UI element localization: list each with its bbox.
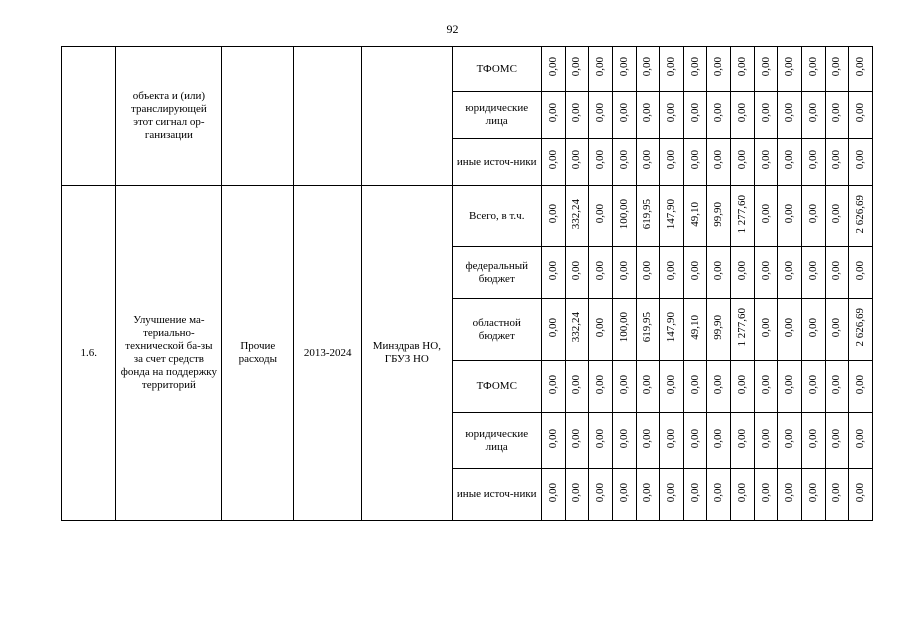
table-row: [62, 47, 873, 92]
value-cell: [612, 139, 636, 186]
value-cell: [541, 361, 565, 413]
funding-source-cell: [452, 469, 541, 521]
value-text: 1 277,60: [735, 194, 748, 234]
value-text: 0,00: [688, 482, 701, 503]
value-cell: [636, 469, 660, 521]
value-text: 0,00: [830, 57, 843, 77]
funding-source-cell: [452, 47, 541, 92]
value-cell: [825, 47, 849, 92]
value-cell: [541, 139, 565, 186]
value-cell: [683, 247, 707, 299]
value-text: 0,00: [783, 428, 796, 449]
funding-source-cell: [452, 92, 541, 139]
value-cell: [849, 92, 873, 139]
value-text: 0,00: [854, 103, 867, 123]
value-cell: [612, 47, 636, 92]
value-cell: [589, 186, 613, 247]
value-cell: [778, 92, 802, 139]
value-text: 332,24: [570, 198, 583, 230]
value-cell: [849, 413, 873, 469]
value-cell: [589, 469, 613, 521]
value-text: 0,00: [806, 150, 819, 170]
value-text: 0,00: [594, 204, 607, 224]
value-cell: [612, 361, 636, 413]
item-number-cell: [62, 186, 116, 521]
value-cell: [778, 247, 802, 299]
expense-type-cell: [222, 186, 294, 521]
value-cell: [612, 299, 636, 361]
value-text: 0,00: [594, 482, 607, 503]
value-text: 0,00: [641, 57, 654, 77]
value-text: 0,00: [783, 317, 796, 338]
value-text: 0,00: [570, 150, 583, 170]
funding-source-cell-text: юридические лица: [465, 427, 529, 453]
value-text: 0,00: [735, 428, 748, 449]
value-text: 2 626,69: [854, 308, 867, 347]
value-cell: [754, 92, 778, 139]
value-cell: [778, 469, 802, 521]
value-cell: [825, 413, 849, 469]
value-text: 0,00: [712, 482, 725, 503]
funding-source-cell-text: юридические лица: [465, 102, 529, 127]
value-cell: [660, 299, 684, 361]
value-text: 0,00: [570, 374, 583, 395]
value-cell: [589, 247, 613, 299]
value-cell: [565, 139, 589, 186]
value-text: 0,00: [688, 57, 701, 77]
value-cell: [778, 413, 802, 469]
period-cell-text: 2013-2024: [303, 346, 352, 359]
value-cell: [612, 186, 636, 247]
value-text: 0,00: [546, 428, 559, 449]
value-cell: [589, 47, 613, 92]
value-text: 0,00: [806, 103, 819, 123]
value-cell: [731, 247, 755, 299]
value-text: 0,00: [712, 57, 725, 77]
value-cell: [849, 247, 873, 299]
value-text: 0,00: [570, 482, 583, 503]
value-text: 0,00: [759, 204, 772, 224]
value-cell: [565, 186, 589, 247]
value-text: 0,00: [688, 260, 701, 281]
value-cell: [825, 247, 849, 299]
value-cell: [802, 247, 826, 299]
value-cell: [636, 92, 660, 139]
value-text: 100,00: [617, 198, 630, 230]
value-cell: [636, 247, 660, 299]
value-cell: [683, 469, 707, 521]
value-cell: [707, 361, 731, 413]
value-cell: [541, 299, 565, 361]
value-cell: [849, 47, 873, 92]
value-cell: [731, 92, 755, 139]
value-cell: [707, 139, 731, 186]
value-cell: [683, 139, 707, 186]
value-cell: [707, 299, 731, 361]
value-cell: [589, 139, 613, 186]
value-text: 0,00: [759, 150, 772, 170]
funding-source-cell-text: Всего, в т.ч.: [469, 209, 525, 222]
value-text: 0,00: [830, 260, 843, 281]
funding-source-cell-text: федеральный бюджет: [465, 259, 528, 285]
value-text: 0,00: [641, 103, 654, 123]
period-cell: [294, 186, 362, 521]
value-cell: [802, 469, 826, 521]
value-text: 0,00: [664, 428, 677, 449]
value-text: 0,00: [594, 150, 607, 170]
funding-source-cell: [452, 361, 541, 413]
value-cell: [849, 361, 873, 413]
value-text: 0,00: [594, 374, 607, 395]
value-cell: [541, 47, 565, 92]
value-text: 332,24: [570, 312, 583, 343]
value-text: 0,00: [641, 150, 654, 170]
value-cell: [565, 299, 589, 361]
value-cell: [731, 469, 755, 521]
value-cell: [541, 247, 565, 299]
value-text: 0,00: [806, 482, 819, 503]
budget-table: [61, 46, 873, 521]
value-text: 0,00: [830, 482, 843, 503]
value-text: 0,00: [712, 260, 725, 281]
value-cell: [754, 413, 778, 469]
value-text: 0,00: [759, 428, 772, 449]
value-text: 0,00: [594, 317, 607, 338]
value-text: 0,00: [664, 150, 677, 170]
value-cell: [541, 92, 565, 139]
value-text: 0,00: [546, 317, 559, 338]
value-cell: [707, 92, 731, 139]
value-cell: [636, 413, 660, 469]
value-cell: [541, 413, 565, 469]
value-cell: [636, 361, 660, 413]
value-text: 0,00: [830, 204, 843, 224]
funding-source-cell: [452, 299, 541, 361]
value-cell: [825, 92, 849, 139]
value-text: 2 626,69: [854, 194, 867, 234]
expense-type-cell-text: Прочие расходы: [238, 340, 277, 365]
value-text: 1 277,60: [735, 308, 748, 347]
value-cell: [731, 413, 755, 469]
value-text: 0,00: [712, 374, 725, 395]
value-cell: [660, 92, 684, 139]
value-text: 0,00: [759, 57, 772, 77]
value-text: 0,00: [688, 374, 701, 395]
value-text: 0,00: [735, 57, 748, 77]
value-cell: [683, 299, 707, 361]
value-cell: [754, 139, 778, 186]
value-text: 0,00: [688, 103, 701, 123]
value-cell: [636, 139, 660, 186]
value-cell: [825, 299, 849, 361]
value-cell: [825, 139, 849, 186]
funding-source-cell-text: иные источ-ники: [456, 155, 537, 168]
value-cell: [707, 469, 731, 521]
value-text: 0,00: [783, 57, 796, 77]
value-text: 0,00: [712, 103, 725, 123]
value-text: 0,00: [664, 374, 677, 395]
value-text: 0,00: [664, 57, 677, 77]
value-text: 0,00: [806, 204, 819, 224]
funding-source-cell: [452, 186, 541, 247]
value-text: 0,00: [570, 103, 583, 123]
executor-cell: [362, 186, 452, 521]
value-cell: [683, 186, 707, 247]
value-cell: [802, 47, 826, 92]
value-text: 0,00: [641, 374, 654, 395]
value-text: 49,10: [688, 315, 701, 340]
value-cell: [660, 47, 684, 92]
value-text: 0,00: [854, 482, 867, 503]
value-cell: [565, 413, 589, 469]
value-cell: [802, 361, 826, 413]
value-cell: [612, 92, 636, 139]
value-cell: [612, 247, 636, 299]
value-text: 0,00: [830, 428, 843, 449]
value-text: 0,00: [712, 428, 725, 449]
value-text: 0,00: [570, 428, 583, 449]
value-text: 100,00: [617, 312, 630, 343]
value-text: 0,00: [783, 204, 796, 224]
item-name-cell: [116, 47, 222, 186]
value-cell: [802, 299, 826, 361]
value-cell: [707, 47, 731, 92]
value-text: 0,00: [806, 317, 819, 338]
value-cell: [731, 186, 755, 247]
value-cell: [778, 361, 802, 413]
value-text: 0,00: [570, 57, 583, 77]
value-cell: [707, 413, 731, 469]
value-text: 0,00: [617, 428, 630, 449]
value-text: 0,00: [783, 260, 796, 281]
value-cell: [754, 47, 778, 92]
table-row: [62, 186, 873, 247]
value-text: 0,00: [783, 374, 796, 395]
funding-source-cell-text: областной бюджет: [472, 316, 521, 342]
item-name-cell: [116, 186, 222, 521]
value-cell: [660, 247, 684, 299]
value-text: 0,00: [830, 103, 843, 123]
funding-source-cell-text: ТФОМС: [476, 62, 517, 75]
value-text: 0,00: [854, 57, 867, 77]
value-cell: [683, 361, 707, 413]
funding-source-cell-text: ТФОМС: [476, 380, 517, 392]
value-text: 0,00: [759, 103, 772, 123]
value-text: 0,00: [664, 103, 677, 123]
value-text: 0,00: [854, 260, 867, 281]
value-text: 0,00: [546, 150, 559, 170]
value-text: 0,00: [759, 482, 772, 503]
value-text: 0,00: [830, 374, 843, 395]
value-text: 0,00: [854, 374, 867, 395]
value-cell: [707, 186, 731, 247]
value-cell: [565, 92, 589, 139]
value-cell: [802, 186, 826, 247]
value-text: 0,00: [783, 150, 796, 170]
value-text: 0,00: [641, 482, 654, 503]
value-cell: [825, 469, 849, 521]
value-text: 147,90: [664, 198, 677, 230]
funding-source-cell-text: иные источ-ники: [456, 488, 537, 500]
value-cell: [565, 247, 589, 299]
expense-type-cell: [222, 47, 294, 186]
value-cell: [754, 186, 778, 247]
item-number-cell-text: 1.6.: [80, 346, 97, 359]
value-text: 0,00: [806, 57, 819, 77]
value-cell: [565, 361, 589, 413]
value-text: 0,00: [759, 317, 772, 338]
value-cell: [683, 47, 707, 92]
value-cell: [636, 47, 660, 92]
value-text: 0,00: [617, 57, 630, 77]
value-cell: [660, 139, 684, 186]
value-cell: [683, 413, 707, 469]
value-cell: [731, 47, 755, 92]
value-cell: [849, 469, 873, 521]
value-cell: [541, 186, 565, 247]
value-cell: [589, 413, 613, 469]
value-text: 0,00: [617, 150, 630, 170]
value-cell: [660, 413, 684, 469]
value-cell: [754, 299, 778, 361]
value-text: 0,00: [806, 428, 819, 449]
value-text: 0,00: [735, 374, 748, 395]
value-cell: [636, 186, 660, 247]
page-number: 92: [446, 22, 459, 36]
value-cell: [754, 469, 778, 521]
value-cell: [660, 469, 684, 521]
value-cell: [778, 139, 802, 186]
value-cell: [731, 361, 755, 413]
value-cell: [825, 186, 849, 247]
value-cell: [849, 186, 873, 247]
value-text: 0,00: [688, 428, 701, 449]
funding-source-cell: [452, 247, 541, 299]
value-text: 0,00: [617, 374, 630, 395]
value-text: 0,00: [546, 103, 559, 123]
value-text: 0,00: [854, 150, 867, 170]
value-text: 99,90: [712, 315, 725, 340]
value-text: 0,00: [783, 482, 796, 503]
value-text: 0,00: [664, 260, 677, 281]
value-text: 0,00: [570, 260, 583, 281]
value-cell: [849, 139, 873, 186]
value-text: 0,00: [594, 57, 607, 77]
value-text: 0,00: [688, 150, 701, 170]
value-text: 0,00: [712, 150, 725, 170]
value-text: 99,90: [712, 201, 725, 227]
value-cell: [589, 299, 613, 361]
value-cell: [802, 139, 826, 186]
value-text: 0,00: [546, 482, 559, 503]
value-cell: [660, 186, 684, 247]
value-cell: [589, 92, 613, 139]
value-text: 0,00: [594, 428, 607, 449]
value-text: 0,00: [783, 103, 796, 123]
value-cell: [825, 361, 849, 413]
value-cell: [707, 247, 731, 299]
value-cell: [541, 469, 565, 521]
value-text: 619,95: [641, 312, 654, 343]
value-cell: [660, 361, 684, 413]
value-cell: [778, 299, 802, 361]
value-cell: [778, 47, 802, 92]
value-text: 0,00: [830, 317, 843, 338]
value-text: 0,00: [735, 260, 748, 281]
value-text: 0,00: [830, 150, 843, 170]
value-text: 0,00: [617, 103, 630, 123]
value-cell: [636, 299, 660, 361]
value-text: 0,00: [641, 260, 654, 281]
value-text: 0,00: [594, 260, 607, 281]
value-text: 0,00: [806, 260, 819, 281]
value-cell: [802, 92, 826, 139]
value-text: 0,00: [546, 204, 559, 224]
value-text: 0,00: [854, 428, 867, 449]
value-cell: [612, 413, 636, 469]
value-text: 0,00: [664, 482, 677, 503]
value-text: 0,00: [735, 103, 748, 123]
funding-source-cell: [452, 139, 541, 186]
value-cell: [565, 469, 589, 521]
value-cell: [849, 299, 873, 361]
value-text: 0,00: [735, 150, 748, 170]
executor-cell: [362, 47, 452, 186]
value-text: 0,00: [735, 482, 748, 503]
item-name-cell-text: Улучшение ма-териально-технической ба-зы за счет средств фонда на поддержку территорий: [120, 314, 217, 391]
value-text: 0,00: [759, 260, 772, 281]
value-cell: [589, 361, 613, 413]
value-text: 0,00: [759, 374, 772, 395]
value-text: 0,00: [617, 482, 630, 503]
funding-source-cell: [452, 413, 541, 469]
value-cell: [731, 139, 755, 186]
value-cell: [754, 361, 778, 413]
item-number-cell: [62, 47, 116, 186]
value-text: 49,10: [688, 201, 701, 227]
value-text: 0,00: [546, 57, 559, 77]
item-name-cell-text: объекта и (или) транслирующей этот сигнал ор-ганизации: [131, 90, 207, 141]
value-text: 0,00: [617, 260, 630, 281]
value-cell: [683, 92, 707, 139]
value-text: 0,00: [641, 428, 654, 449]
value-text: 619,95: [641, 198, 654, 230]
value-text: 0,00: [806, 374, 819, 395]
value-cell: [731, 299, 755, 361]
value-text: 147,90: [664, 312, 677, 343]
executor-cell-text: Минздрав НО, ГБУЗ НО: [372, 340, 441, 365]
value-cell: [802, 413, 826, 469]
period-cell: [294, 47, 362, 186]
value-cell: [778, 186, 802, 247]
value-cell: [612, 469, 636, 521]
value-text: 0,00: [594, 103, 607, 123]
value-cell: [565, 47, 589, 92]
value-text: 0,00: [546, 260, 559, 281]
value-text: 0,00: [546, 374, 559, 395]
value-cell: [754, 247, 778, 299]
